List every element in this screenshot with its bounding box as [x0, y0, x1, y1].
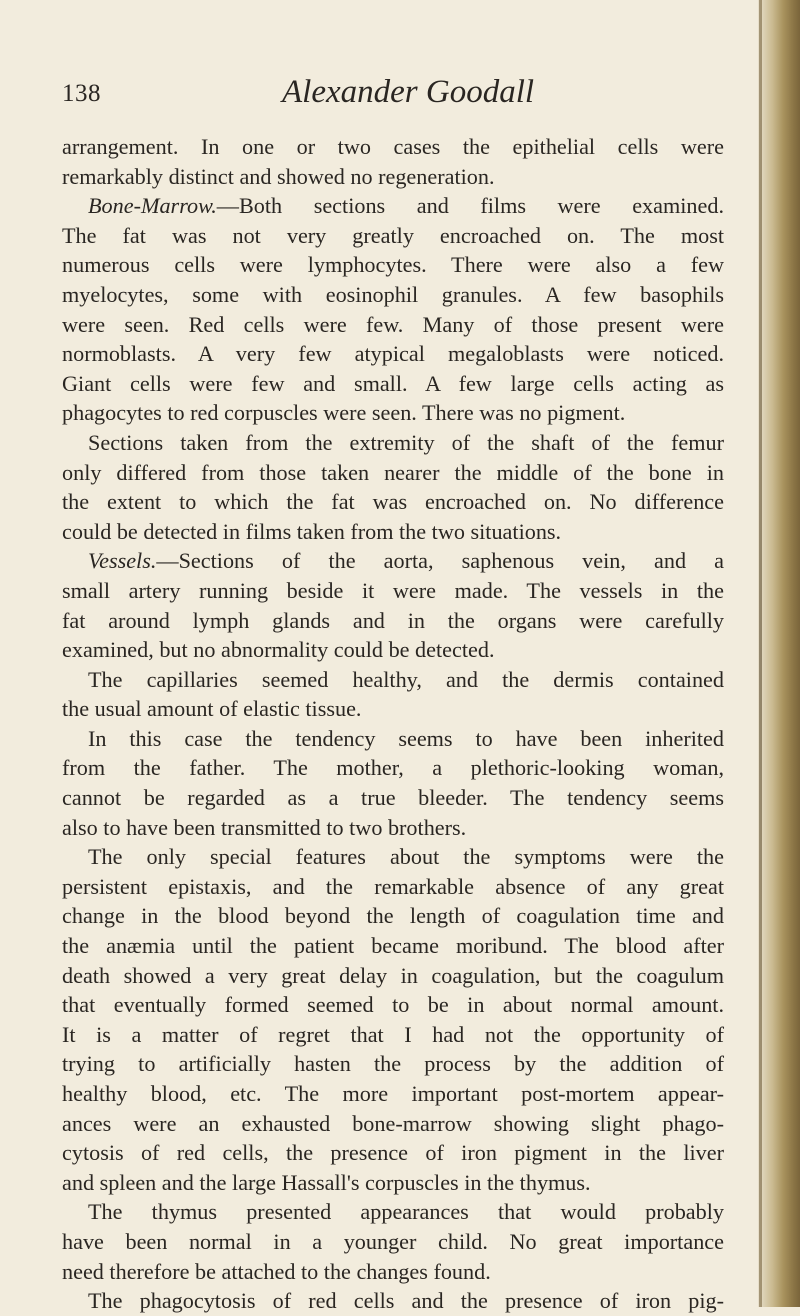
- text-line: [62, 458, 724, 488]
- text-line-content: have been normal in a younger child. No great importance: [62, 1228, 724, 1254]
- text-line: [62, 931, 724, 961]
- text-line: [62, 132, 724, 162]
- text-line: [62, 813, 724, 843]
- text-line: [62, 250, 724, 280]
- text-line-content: remarkably distinct and showed no regeneration.: [62, 163, 495, 189]
- text-line-content: fat around lymph glands and in the organs were carefully: [62, 607, 724, 633]
- running-title: Alexander Goodall: [282, 74, 535, 110]
- text-line-content: arrangement. In one or two cases the epithelial cells were: [62, 134, 724, 159]
- text-line: [62, 694, 724, 724]
- text-line: [62, 990, 724, 1020]
- page-header: [62, 74, 722, 120]
- text-line-content: The only special features about the symptoms were the: [88, 844, 724, 870]
- text-line: [62, 1079, 724, 1109]
- text-line: [62, 783, 724, 813]
- text-line: [62, 635, 724, 665]
- text-line-content: need therefore be attached to the changes found.: [62, 1258, 491, 1284]
- text-line-content: could be detected in films taken from the two situations.: [62, 518, 562, 544]
- text-line: [62, 1197, 724, 1227]
- text-line: [62, 369, 724, 399]
- page-edge-shadow: [759, 0, 762, 1307]
- body-text: [62, 132, 724, 1316]
- text-line-content: the extent to which the fat was encroached on. No difference: [62, 489, 724, 515]
- text-line-content: normoblasts. A very few atypical megaloblasts were noticed.: [62, 341, 724, 367]
- text-line: [62, 339, 724, 369]
- text-line: [62, 221, 724, 251]
- text-line-content: The fat was not very greatly encroached on. The most: [62, 222, 724, 248]
- text-line: [62, 428, 724, 458]
- text-line-content: that eventually formed seemed to be in about normal amount.: [62, 992, 724, 1018]
- text-line-content: —Sections of the aorta, saphenous vein, and a: [156, 548, 724, 574]
- text-line: [62, 842, 724, 872]
- text-line: [62, 310, 724, 340]
- text-line: [62, 1020, 724, 1050]
- text-line-content: In this case the tendency seems to have been inherited: [88, 725, 724, 751]
- text-line: [62, 1168, 724, 1198]
- text-line-content: small artery running beside it were made. The vessels in the: [62, 577, 724, 603]
- text-line-content: myelocytes, some with eosinophil granules. A few basophils: [62, 281, 724, 307]
- text-line: [62, 901, 724, 931]
- text-line-content: ances were an exhausted bone-marrow showing slight phago-: [62, 1110, 724, 1136]
- text-line: [62, 487, 724, 517]
- page-number: 138: [62, 80, 101, 107]
- text-line-content: cannot be regarded as a true bleeder. The tendency seems: [62, 785, 724, 811]
- section-heading: Vessels.: [88, 548, 157, 574]
- text-line: [62, 1138, 724, 1168]
- text-line: [62, 1257, 724, 1287]
- text-line: [62, 1227, 724, 1257]
- text-line-content: healthy blood, etc. The more important post-mortem appear-: [62, 1081, 724, 1106]
- text-line-content: the anæmia until the patient became moribund. The blood after: [62, 933, 724, 959]
- text-line: [62, 872, 724, 902]
- text-line-content: and spleen and the large Hassall's corpuscles in the thymus.: [62, 1169, 591, 1195]
- text-line: [62, 162, 724, 192]
- text-line: [62, 398, 724, 428]
- section-heading: Bone-Marrow.: [88, 193, 217, 219]
- text-line-content: were seen. Red cells were few. Many of those present were: [62, 311, 724, 337]
- text-line: [62, 191, 724, 221]
- text-line: [62, 280, 724, 310]
- text-line: [62, 1109, 724, 1139]
- text-line-content: from the father. The mother, a plethoric-looking woman,: [62, 755, 724, 781]
- text-line-content: phagocytes to red corpuscles were seen. There was no pigment.: [62, 400, 626, 426]
- text-line-content: The phagocytosis of red cells and the presence of iron pig-: [88, 1288, 724, 1314]
- text-line-content: The capillaries seemed healthy, and the dermis contained: [88, 666, 724, 692]
- text-line-content: death showed a very great delay in coagulation, but the coagulum: [62, 962, 724, 988]
- text-line: [62, 1049, 724, 1079]
- text-line-content: trying to artificially hasten the process by the addition of: [62, 1051, 724, 1077]
- text-line: [62, 753, 724, 783]
- text-line-content: It is a matter of regret that I had not the opportunity of: [62, 1021, 724, 1047]
- text-line: [62, 961, 724, 991]
- text-line-content: examined, but no abnormality could be detected.: [62, 637, 495, 663]
- text-line-content: only differed from those taken nearer the middle of the bone in: [62, 459, 724, 485]
- text-line: [62, 517, 724, 547]
- text-line: [62, 724, 724, 754]
- text-line-content: change in the blood beyond the length of coagulation time and: [62, 903, 724, 929]
- text-line-content: —Both sections and films were examined.: [216, 193, 724, 219]
- text-line-content: also to have been transmitted to two brothers.: [62, 814, 467, 840]
- text-line: [62, 665, 724, 695]
- text-line: [62, 546, 724, 576]
- text-line-content: Giant cells were few and small. A few large cells acting as: [62, 370, 724, 396]
- text-line-content: the usual amount of elastic tissue.: [62, 696, 362, 722]
- text-line-content: numerous cells were lymphocytes. There were also a few: [62, 252, 724, 278]
- text-line-content: Sections taken from the extremity of the shaft of the femur: [88, 429, 724, 455]
- text-line: [62, 606, 724, 636]
- page-edge-binding: [758, 0, 800, 1307]
- text-line-content: persistent epistaxis, and the remarkable absence of any great: [62, 873, 724, 899]
- text-line: [62, 1286, 724, 1316]
- text-line: [62, 576, 724, 606]
- text-line-content: cytosis of red cells, the presence of iron pigment in the liver: [62, 1140, 724, 1166]
- text-line-content: The thymus presented appearances that would probably: [88, 1199, 724, 1225]
